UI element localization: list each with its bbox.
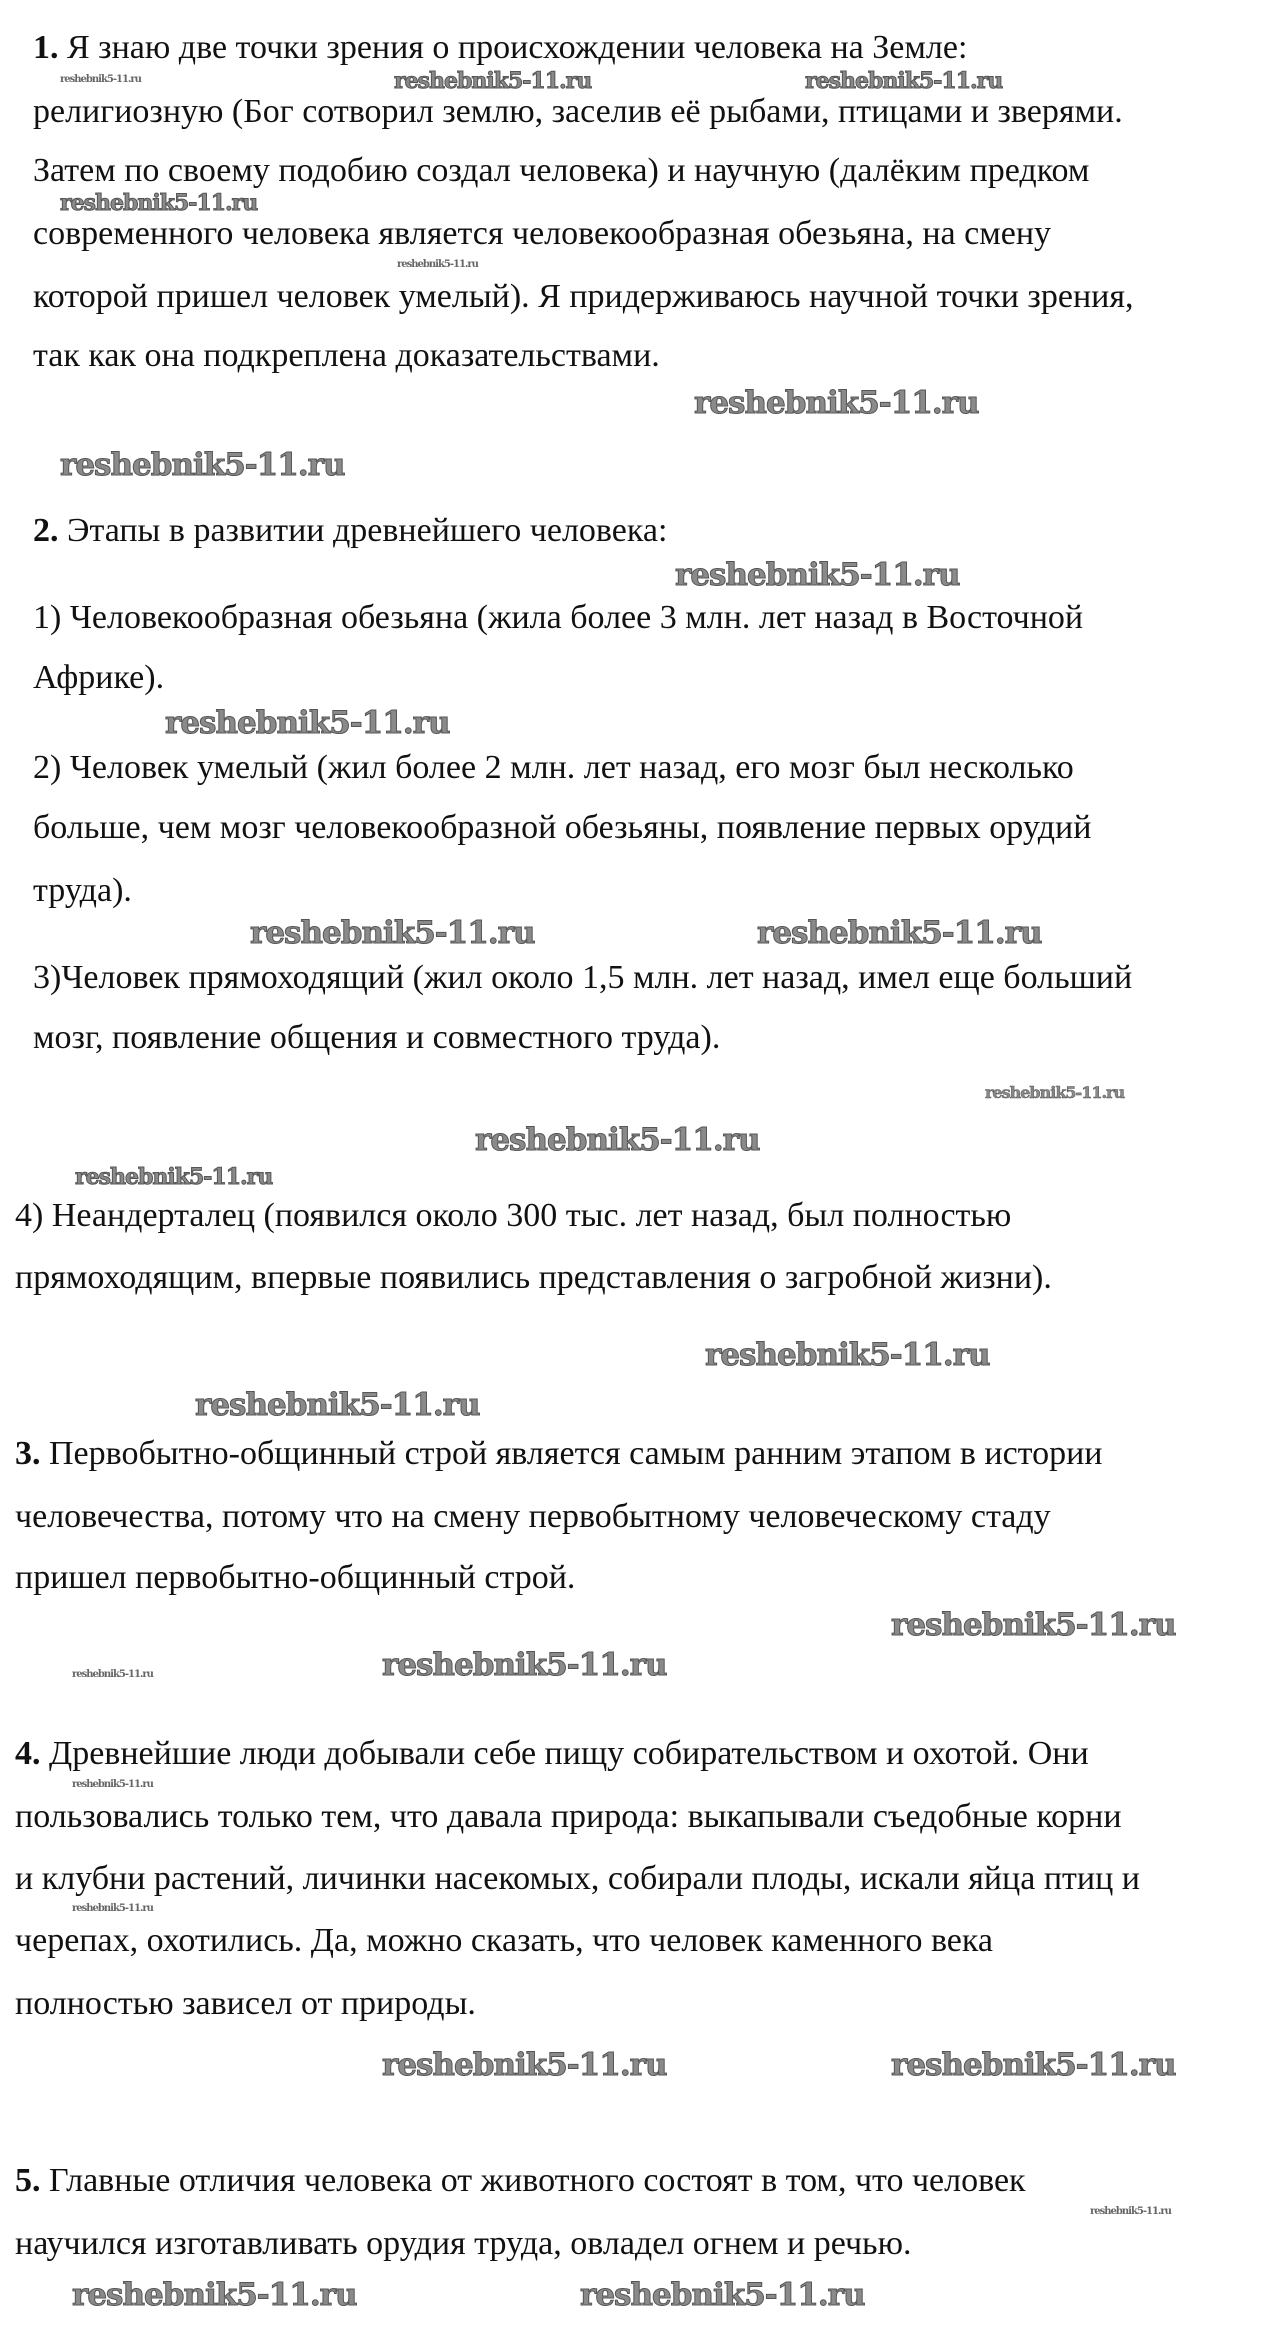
answer-number: 1. <box>33 29 59 66</box>
watermark: reshebnik5-11.ru <box>891 2047 1176 2083</box>
answer-text: Первобытно-общинный строй является самым ранним этапом в истории <box>49 1435 1103 1472</box>
watermark: reshebnik5-11.ru <box>985 1083 1125 1102</box>
watermark: reshebnik5-11.ru <box>165 705 450 741</box>
answer-4-line: черепах, охотились. Да, можно сказать, что человек каменного века <box>15 1922 993 1959</box>
watermark: reshebnik5-11.ru <box>72 1903 153 1914</box>
answer-2-line <box>33 511 667 551</box>
answer-2-line: 4) Неандерталец (появился около 300 тыс. лет назад, был полностью <box>15 1197 1012 1234</box>
answer-3-line <box>15 1434 1102 1474</box>
watermark: reshebnik5-11.ru <box>805 68 1003 94</box>
answer-1-line: Затем по своему подобию создал человека) и научную (далёким предком <box>33 152 1090 189</box>
watermark: reshebnik5-11.ru <box>72 1669 153 1680</box>
answer-2-line: 3)Человек прямоходящий (жил около 1,5 млн. лет назад, имел еще больший <box>33 959 1133 996</box>
answer-1-line: религиозную (Бог сотворил землю, заселив её рыбами, птицами и зверями. <box>33 93 1123 130</box>
answer-1-line: так как она подкреплена доказательствами. <box>33 337 660 374</box>
watermark: reshebnik5-11.ru <box>705 1337 990 1373</box>
watermark: reshebnik5-11.ru <box>1090 2206 1171 2217</box>
watermark: reshebnik5-11.ru <box>60 447 345 483</box>
answer-4-line: и клубни растений, личинки насекомых, собирали плоды, искали яйца птиц и <box>15 1860 1140 1897</box>
watermark: reshebnik5-11.ru <box>72 2277 357 2313</box>
answer-text: Я знаю две точки зрения о происхождении человека на Земле: <box>67 29 968 66</box>
answer-number: 5. <box>15 2162 41 2199</box>
watermark: reshebnik5-11.ru <box>195 1387 480 1423</box>
answer-1-line <box>33 28 967 68</box>
answer-2-line: труда). <box>33 872 132 909</box>
watermark: reshebnik5-11.ru <box>382 1647 667 1683</box>
answer-3-line: человечества, потому что на смену первобытному человеческому стаду <box>15 1498 1051 1535</box>
answer-2-line: мозг, появление общения и совместного труда). <box>33 1019 721 1056</box>
answer-2-line: 2) Человек умелый (жил более 2 млн. лет назад, его мозг был несколько <box>33 749 1074 786</box>
answer-5-line <box>15 2161 1026 2201</box>
answer-4-line: полностью зависел от природы. <box>15 1985 476 2022</box>
answer-1-line: которой пришел человек умелый). Я придерживаюсь научной точки зрения, <box>33 278 1134 315</box>
answer-2-line: прямоходящим, впервые появились представления о загробной жизни). <box>15 1259 1052 1296</box>
answer-4-line <box>15 1734 1089 1774</box>
watermark: reshebnik5-11.ru <box>60 74 141 85</box>
answer-2-line: 1) Человекообразная обезьяна (жила более 3 млн. лет назад в Восточной <box>33 599 1084 636</box>
answer-number: 2. <box>33 512 59 549</box>
answer-text: Главные отличия человека от животного состоят в том, что человек <box>49 2162 1026 2199</box>
answer-2-line: больше, чем мозг человекообразной обезьяны, появление первых орудий <box>33 809 1092 846</box>
watermark: reshebnik5-11.ru <box>394 68 592 94</box>
watermark: reshebnik5-11.ru <box>250 915 535 951</box>
watermark: reshebnik5-11.ru <box>757 915 1042 951</box>
watermark: reshebnik5-11.ru <box>694 385 979 421</box>
answer-4-line: пользовались только тем, что давала природа: выкапывали съедобные корни <box>15 1798 1122 1835</box>
watermark: reshebnik5-11.ru <box>675 557 960 593</box>
answer-3-line: пришел первобытно-общинный строй. <box>15 1559 576 1596</box>
watermark: reshebnik5-11.ru <box>72 1779 153 1790</box>
answer-number: 4. <box>15 1735 41 1772</box>
answer-2-line: Африке). <box>33 659 165 696</box>
watermark: reshebnik5-11.ru <box>60 190 258 216</box>
watermark: reshebnik5-11.ru <box>382 2047 667 2083</box>
watermark: reshebnik5-11.ru <box>891 1607 1176 1643</box>
answer-5-line: научился изготавливать орудия труда, овладел огнем и речью. <box>15 2225 912 2262</box>
watermark: reshebnik5-11.ru <box>580 2277 865 2313</box>
answer-text: Этапы в развитии древнейшего человека: <box>67 512 668 549</box>
watermark: reshebnik5-11.ru <box>75 1164 273 1190</box>
answer-number: 3. <box>15 1435 41 1472</box>
answer-text: Древнейшие люди добывали себе пищу собирательством и охотой. Они <box>49 1735 1089 1772</box>
watermark: reshebnik5-11.ru <box>397 259 478 270</box>
answer-1-line: современного человека является человекообразная обезьяна, на смену <box>33 215 1052 252</box>
watermark: reshebnik5-11.ru <box>475 1122 760 1158</box>
